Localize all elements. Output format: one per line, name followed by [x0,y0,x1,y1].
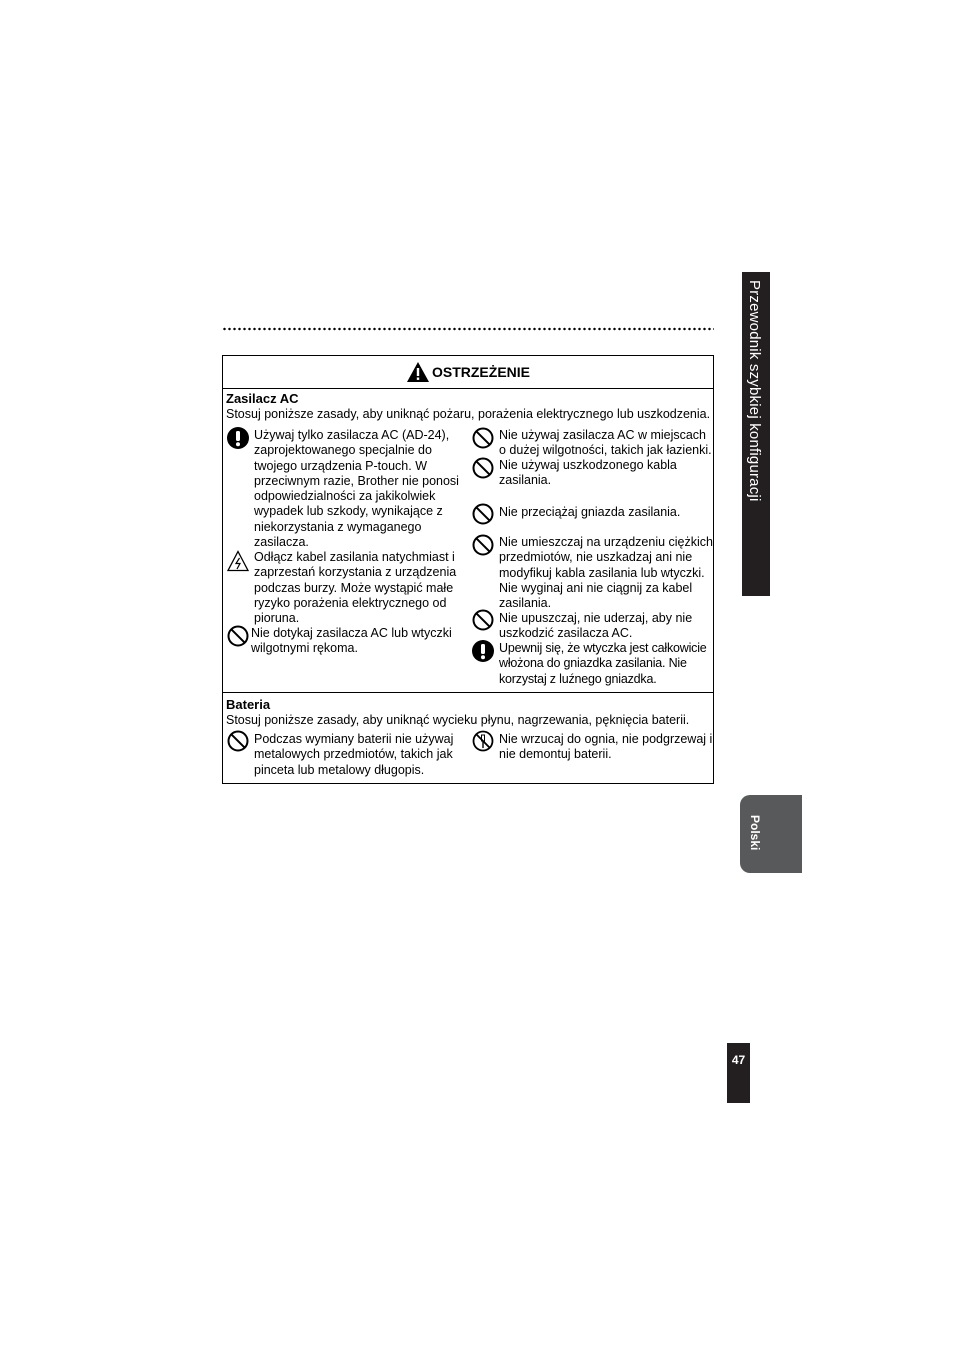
prohibition-icon [472,427,494,449]
page-number: 47 [727,1043,750,1103]
list-item: Nie dotykaj zasilacza AC lub wtyczki wilgotnymi rękoma. [251,626,452,656]
exclamation-icon [472,640,494,662]
section-divider [223,692,713,693]
list-item: Nie przeciążaj gniazda zasilania. [499,505,681,519]
electric-shock-icon [227,550,249,572]
section-lead: Stosuj poniższe zasady, aby uniknąć pożaru, porażenia elektrycznego lub uszkodzenia. [226,407,711,421]
prohibition-icon [472,457,494,479]
list-item: Używaj tylko zasilacza AC (AD-24), zaprojektowanego specjalnie do twojego urządzenia P-touch. W przeciwnym razie, Brother nie ponosi odpowiedzialności za jakikolwiek wypadek lub szkody, wynikające z niekorzystania z wymaganego zasilacza. [254,428,459,550]
chapter-tab-label: Przewodnik szybkiej konfiguracji [746,280,763,502]
warning-title: OSTRZEŻENIE [431,364,530,380]
warning-header [223,356,713,389]
prohibition-icon [227,730,249,752]
dotted-rule [222,326,714,332]
section-lead: Stosuj poniższe zasady, aby uniknąć wycieku płynu, nagrzewania, pęknięcia baterii. [226,713,690,727]
list-item: Nie używaj uszkodzonego kabla zasilania. [499,458,677,488]
prohibition-icon [472,534,494,556]
warning-box [222,355,714,784]
list-item: Podczas wymiany baterii nie używaj metalowych przedmiotów, takich jak pinceta lub metalowy długopis. [254,732,454,777]
list-item: Odłącz kabel zasilania natychmiast i zaprzestań korzystania z urządzenia podczas burzy. Może wystąpić małe ryzyko porażenia elektrycznego od pioruna. [254,550,457,626]
language-tab [740,795,802,873]
chapter-tab [742,272,770,596]
no-disassembly-icon [472,730,494,752]
list-item: Upewnij się, że wtyczka jest całkowicie włożona do gniazdka zasilania. Nie korzystaj z luźnego gniazdka. [499,641,707,686]
list-item: Nie upuszczaj, nie uderzaj, aby nie uszkodzić zasilacza AC. [499,611,693,641]
list-item: Nie wrzucaj do ognia, nie podgrzewaj i nie demontuj baterii. [499,732,713,762]
language-tab-label: Polski [748,815,762,851]
section-title: Bateria [226,697,271,712]
list-item: Nie używaj zasilacza AC w miejscach o dużej wilgotności, takich jak łazienki. [499,428,712,458]
prohibition-icon [227,625,249,647]
battery-section [223,695,713,728]
section-title: Zasilacz AC [226,391,299,406]
prohibition-icon [472,609,494,631]
prohibition-icon [472,503,494,525]
exclamation-icon [227,427,249,449]
warning-triangle-icon [406,361,430,383]
list-item: Nie umieszczaj na urządzeniu ciężkich przedmiotów, nie uszkadzaj ani nie modyfikuj kabla zasilania lub wtyczki. Nie wyginaj ani nie ciągnij za kabel zasilania. [499,535,713,611]
